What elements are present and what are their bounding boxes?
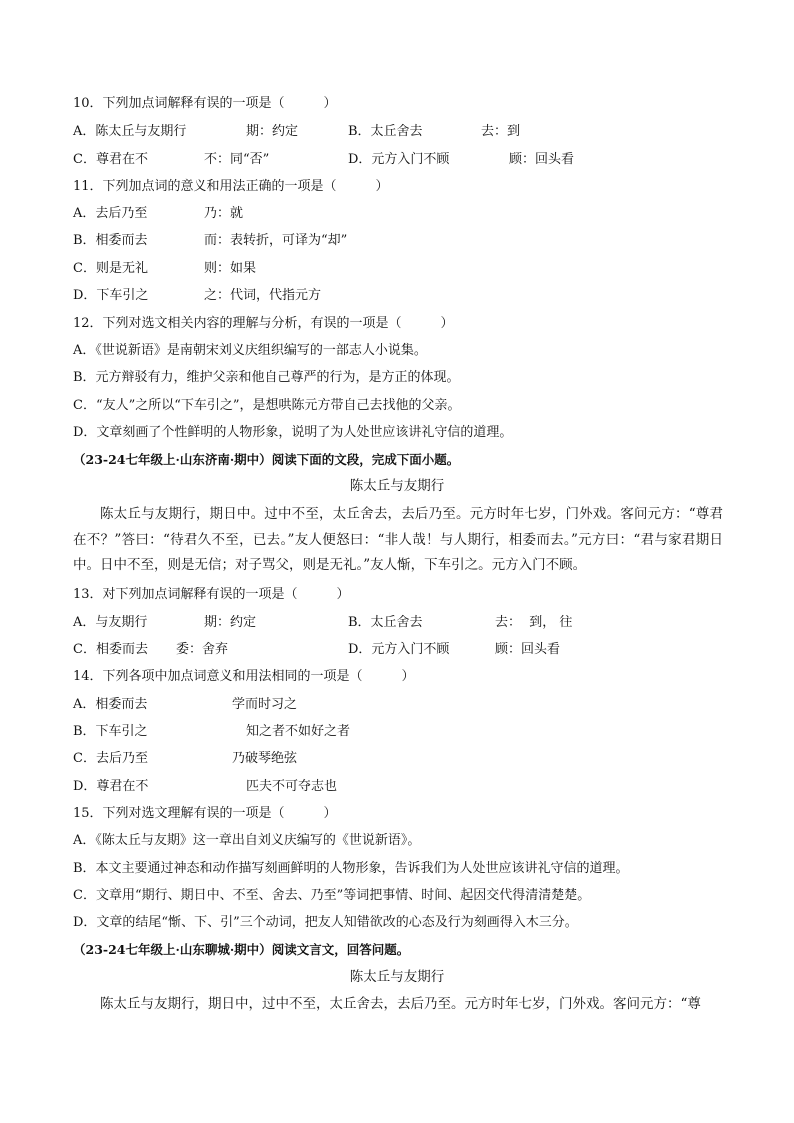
- q14-option-b-note: 知之者不如好之者: [246, 724, 351, 739]
- q10-option-c-note: 不：同“否”: [204, 152, 270, 167]
- q10-stem: 10．下列加点词解释有误的一项是（ ）: [73, 96, 337, 111]
- q10-option-b: B．太丘舍去: [348, 124, 423, 139]
- q13-option-b: B．太丘舍去: [348, 615, 423, 630]
- q14-option-b: B．下车引之: [73, 724, 148, 739]
- q14-option-c: C．去后乃至: [73, 751, 148, 766]
- q11-stem: 11．下列加点词的意义和用法正确的一项是（ ）: [73, 179, 389, 194]
- q13-option-b-note: 去： 到， 往: [495, 615, 573, 630]
- section1-source: （23-24七年级上·山东济南·期中）: [73, 452, 272, 467]
- q15-option-d: D．文章的结尾“惭、下、引”三个动词，把友人知错欲改的心态及行为刻画得入木三分。: [73, 915, 578, 930]
- q12-stem: 12．下列对选文相关内容的理解与分析，有误的一项是（ ）: [73, 316, 454, 331]
- q10-option-d-note: 顾：回头看: [509, 152, 575, 167]
- q14-option-a-note: 学而时习之: [232, 697, 298, 712]
- q14-option-a: A．相委而去: [73, 697, 148, 712]
- q14-option-c-note: 乃破琴绝弦: [232, 751, 298, 766]
- q11-option-b-note: 而：表转折，可译为“却”: [204, 233, 348, 248]
- q13-option-d: D．元方入门不顾: [348, 642, 450, 657]
- section2-source: （23-24七年级上·山东聊城·期中）: [73, 942, 272, 957]
- q12-option-b: B．元方辩驳有力，维护父亲和他自己尊严的行为，是方正的体现。: [73, 370, 460, 385]
- section2-header: [73, 942, 409, 958]
- q13-stem: 13．对下列加点词解释有误的一项是（ ）: [73, 587, 350, 602]
- q13-option-a: A．与友期行: [73, 615, 148, 630]
- section1-header: [73, 452, 459, 468]
- q13-option-d-note: 顾：回头看: [495, 642, 561, 657]
- q11-option-b: B．相委而去: [73, 233, 148, 248]
- q10-option-b-note: 去：到: [481, 124, 521, 139]
- section1-instruction: 阅读下面的文段，完成下面小题。: [271, 452, 460, 467]
- section2-instruction: 阅读文言文，回答问题。: [271, 942, 410, 957]
- q10-option-a: A．陈太丘与友期行: [73, 124, 187, 139]
- q13-option-c: C．相委而去: [73, 642, 148, 657]
- q11-option-c: C．则是无礼: [73, 261, 148, 276]
- q15-option-b: B．本文主要通过神态和动作描写刻画鲜明的人物形象，告诉我们为人处世应该讲礼守信的道理。: [73, 861, 629, 876]
- q11-option-d-note: 之：代词，代指元方: [204, 288, 322, 303]
- q10-option-c: C．尊君在不: [73, 152, 148, 167]
- q14-stem: 14．下列各项中加点词意义和用法相同的一项是（ ）: [73, 669, 415, 684]
- q15-option-c: C．文章用“期行、期日中、不至、舍去、乃至”等词把事情、时间、起因交代得清清楚楚。: [73, 888, 591, 903]
- section1-passage: 陈太丘与友期行，期日中。过中不至，太丘舍去，去后乃至。元方时年七岁，门外戏。客问元方：“尊君在不？”答曰：“待君久不至，已去。”友人便怒曰：“非人哉！与人期行，相委而去。”元方曰：“君与家君期日中。日中不至，则是无信；对子骂父，则是无礼。”友人惭，下车引之。元方入门不顾。: [73, 506, 723, 573]
- q11-option-a-note: 乃：就: [204, 206, 244, 221]
- q13-option-c-note: 委：舍弃: [176, 642, 229, 657]
- q14-option-d-note: 匹夫不可夺志也: [246, 779, 338, 794]
- q15-option-a: A．《陈太丘与友期》这一章出自刘义庆编写的《世说新语》。: [73, 833, 421, 848]
- q14-option-d: D．尊君在不: [73, 779, 149, 794]
- section2-passage: 陈太丘与友期行，期日中，过中不至，太丘舍去，去后乃至。元方时年七岁，门外戏。客问元方：“尊: [100, 996, 701, 1012]
- q11-option-a: A．去后乃至: [73, 206, 148, 221]
- q12-option-d: D．文章刻画了个性鲜明的人物形象，说明了为人处世应该讲礼守信的道理。: [73, 425, 513, 440]
- q12-option-c: C．“友人”之所以“下车引之”，是想哄陈元方带自己去找他的父亲。: [73, 398, 461, 413]
- q13-option-a-note: 期：约定: [204, 615, 257, 630]
- q11-option-c-note: 则：如果: [204, 261, 257, 276]
- q11-option-d: D．下车引之: [73, 288, 149, 303]
- q12-option-a: A．《世说新语》是南朝宋刘义庆组织编写的一部志人小说集。: [73, 343, 427, 358]
- q15-stem: 15．下列对选文理解有误的一项是（ ）: [73, 806, 337, 821]
- q10-option-a-note: 期：约定: [246, 124, 299, 139]
- section1-title: 陈太丘与友期行: [349, 478, 445, 494]
- section2-title: 陈太丘与友期行: [349, 969, 445, 985]
- q10-option-d: D．元方入门不顾: [348, 152, 450, 167]
